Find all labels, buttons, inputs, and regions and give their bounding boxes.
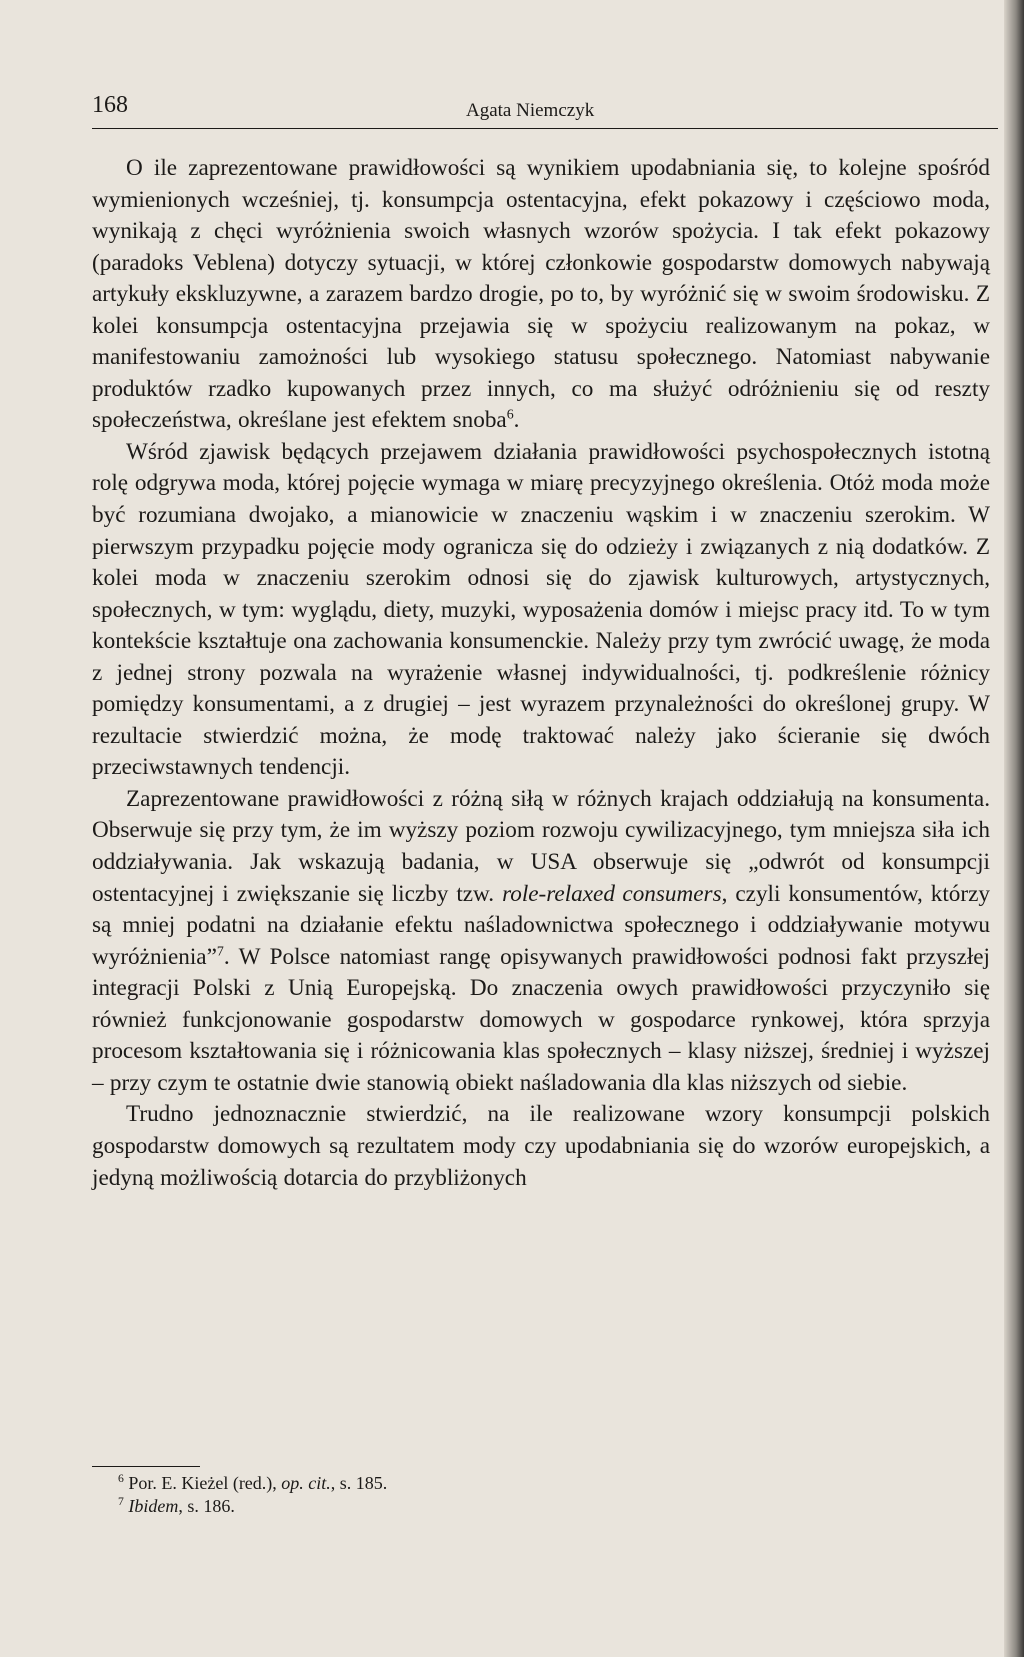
footnote-number: 6 bbox=[118, 1472, 124, 1485]
paragraph-text: , czyli konsumentów, którzy są mniej podatni na działanie efektu naśladownictwa społecznego i oddziaływanie motywu wyróżnienia” bbox=[92, 880, 990, 970]
footnote-6 bbox=[118, 1472, 387, 1495]
footnote-number: 7 bbox=[118, 1495, 124, 1508]
paragraph-4 bbox=[92, 1099, 990, 1194]
paragraph-text: Trudno jednoznacznie stwierdzić, na ile realizowane wzory konsumpcji polskich gospodarstw domowych są rezultatem mody czy upodabniania się do wzorów europejskich, a jedyną możliwością dotarcia do przybliżonych bbox=[92, 1101, 990, 1191]
footnote-italic: op. cit. bbox=[281, 1473, 331, 1493]
paragraph-text: O ile zaprezentowane prawidłowości są wynikiem upodabniania się, to kolejne spośród wymienionych wcześniej, tj. konsumpcja ostentacyjna, efekt pokazowy i częściowo moda, wynikają z chęci wyróżnienia swoich własnych wzorów spożycia. I tak efekt pokazowy (paradoks Veblena) dotyczy sytuacji, w której członkowie gospodarstw domowych nabywają artykuły ekskluzywne, a zarazem bardzo drogie, po to, by wyróżnić się w swoim środowisku. Z kolei konsumpcja ostentacyjna przejawia się w spożyciu realizowanym na pokaz, w manifestowaniu zamożności lub wysokiego statusu społecznego. Natomiast nabywanie produktów rzadko kupowanych przez innych, co ma służyć odróżnieniu się od reszty społeczeństwa, określane jest efektem snoba bbox=[92, 155, 990, 434]
page-edge-shadow bbox=[1004, 0, 1024, 1657]
header-rule bbox=[92, 128, 998, 129]
paragraph-text: . bbox=[513, 407, 520, 434]
paragraph-text: Wśród zjawisk będących przejawem działania prawidłowości psychospołecznych istotną rolę odgrywa moda, której pojęcie wymaga w miarę precyzyjnego określenia. Otóż moda może być rozumiana dwojako, a mianowicie w znaczeniu wąskim i w znaczeniu szerokim. W pierwszym przypadku pojęcie mody ogranicza się do odzieży i związanych z nią dodatków. Z kolei moda w znaczeniu szerokim odnosi się do zjawisk kulturowych, artystycznych, społecznych, w tym: wyglądu, diety, muzyki, wyposażenia domów i miejsc pracy itd. To w tym kontekście kształtuje ona zachowania konsumenckie. Należy przy tym zwrócić uwagę, że moda z jednej strony pozwala na wyrażenie własnej indywidualności, tj. podkreślenie różnicy pomiędzy konsumentami, a z drugiej – jest wyrazem przynależności do określonej grupy. W rezultacie stwierdzić można, że modę traktować należy jako ścieranie się dwóch przeciwstawnych tendencji. bbox=[92, 438, 990, 781]
footnote-text: Por. E. Kieżel (red.), bbox=[128, 1473, 282, 1493]
footnote-7 bbox=[118, 1495, 387, 1518]
paragraph-text: Zaprezentowane prawidłowości z różną siłą w różnych krajach oddziałują na konsumenta. Obserwuje się przy tym, że im wyższy poziom rozwoju cywilizacyjnego, tym mniejsza siła ich oddziaływania. Jak wskazują badania, w USA obserwuje się „odwrót od konsumpcji ostentacyjnej i zwiększanie się liczby tzw. bbox=[92, 785, 990, 907]
paragraph-3 bbox=[92, 784, 990, 1099]
paragraph-1 bbox=[92, 153, 990, 437]
italic-term: role-relaxed consumers bbox=[502, 880, 722, 907]
page-number: 168 bbox=[92, 92, 128, 118]
footnote-rule bbox=[92, 1466, 200, 1467]
footnotes bbox=[118, 1472, 387, 1518]
body-text bbox=[92, 153, 990, 1194]
footnote-ref-7: 7 bbox=[216, 943, 224, 959]
paragraph-text: . W Polsce natomiast rangę opisywanych prawidłowości podnosi fakt przyszłej integracji Polski z Unią Europejską. Do znaczenia owych prawidłowości przyczyniło się również funkcjonowanie gospodarstw domowych w gospodarce rynkowej, która sprzyja procesom kształtowania się i różnicowania klas społecznych – klasy niższej, średniej i wyższej – przy czym te ostatnie dwie stanowią obiekt naśladowania dla klas niższych od siebie. bbox=[92, 943, 990, 1096]
footnote-text: , s. 185. bbox=[330, 1473, 388, 1493]
footnote-italic: Ibidem bbox=[128, 1496, 179, 1516]
footnote-ref-6: 6 bbox=[506, 407, 514, 423]
running-title: Agata Niemczyk bbox=[466, 100, 595, 121]
paragraph-2 bbox=[92, 437, 990, 784]
page-header bbox=[92, 92, 998, 132]
footnote-text: , s. 186. bbox=[178, 1496, 235, 1516]
